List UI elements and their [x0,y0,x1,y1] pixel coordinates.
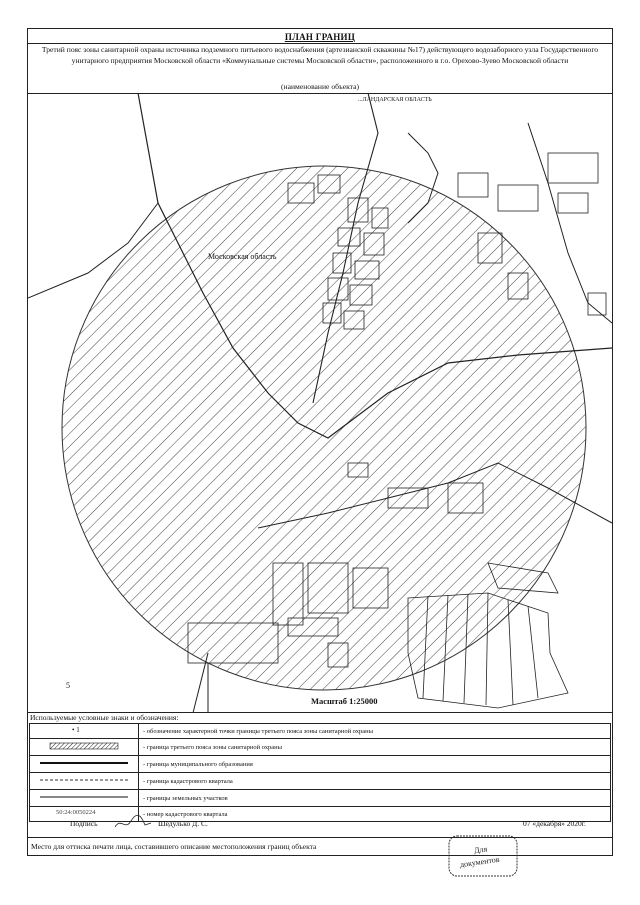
cadastral-number-symbol: 50:24:0050224 [56,809,96,816]
legend-symbol [30,739,139,756]
legend-text: - номер кадастрового квартала [139,807,611,822]
stamp-text-1: Для [473,844,488,856]
legend-text: - граница муниципального образования [139,756,611,773]
object-caption: (наименование объекта) [281,82,359,91]
land-plot-line-symbol [30,790,138,804]
stamp-shape [445,832,521,880]
object-description: Третий пояс зоны санитарной охраны источника подземного питьевого водоснабжения (артезианской скважины №17) действующего водозаборного узла Государственного унитарного предприятия Московской области «Коммунальные системы Московской области», расположенного в г.о. Орехово-Зуево Московской области [41,45,599,65]
stamp-text-2: документов [459,854,501,870]
signature-label: Подпись [70,819,98,828]
signatory-name: Шедулько Д. С. [158,819,208,828]
top-map-label: ...ЛАНДАРСКАЯ ОБЛАСТЬ [358,97,432,103]
legend-row [30,724,611,739]
municipal-line-symbol [30,756,138,770]
side-mark: 5 [66,681,70,690]
legend-symbol [30,790,139,807]
legend-symbol [30,756,139,773]
legend-text: - обозначение характерной точки границы третьего пояса зоны санитарной охраны [139,724,611,739]
legend-row [30,773,611,790]
region-label: Московская область [208,252,277,261]
map-scale: Масштаб 1:25000 [311,696,378,706]
seal-place-caption: Место для оттиска печати лица, составившего описание местоположения границ объекта [31,842,317,851]
hatched-line-symbol [30,739,138,753]
point-symbol: • 1 [72,726,80,734]
map-drawing [28,93,612,713]
legend-heading: Используемые условные знаки и обозначения: [30,713,179,722]
boundary-map [28,93,612,713]
legend-row [30,756,611,773]
stamp [445,832,521,880]
legend-symbol [30,724,139,739]
legend-table [29,723,611,822]
document-title: ПЛАН ГРАНИЦ [284,32,356,42]
legend-symbol [30,773,139,790]
legend-text: - граница третьего пояса зоны санитарной охраны [139,739,611,756]
legend-text: - границы земельных участков [139,790,611,807]
sanitary-zone-circle [62,166,586,690]
legend-row [30,739,611,756]
signature-date: 07 «декабря» 2020г. [523,819,586,828]
legend-text: - граница кадастрового квартала [139,773,611,790]
legend-row [30,790,611,807]
signature-row [28,813,612,837]
signature-scribble [113,813,153,833]
document-frame [27,28,613,870]
divider [28,837,612,838]
cadastral-line-symbol [30,773,138,787]
municipal-boundary-line [193,653,208,713]
